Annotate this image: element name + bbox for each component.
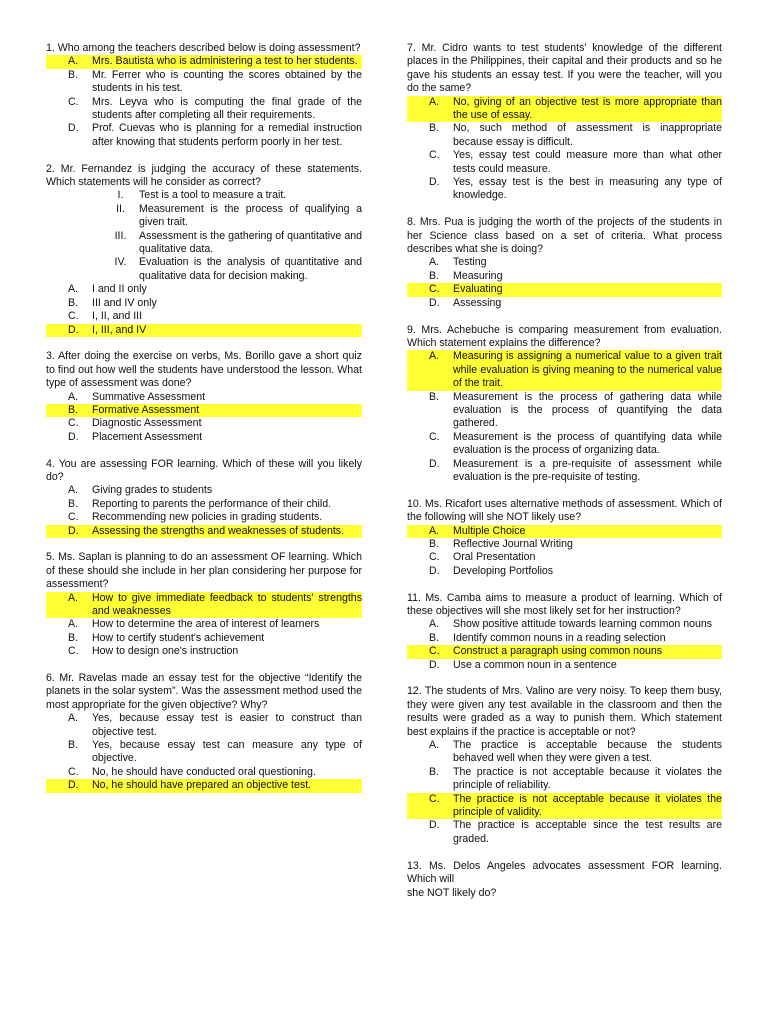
option-letter: D. <box>68 779 79 792</box>
option-letter: C. <box>68 417 79 430</box>
option-text: Prof. Cuevas who is planning for a remedial instruction after knowing that students perform poorly in her test. <box>92 122 362 148</box>
answer-option <box>407 565 722 578</box>
answer-options <box>46 484 362 538</box>
statement-numeral: I. <box>117 189 124 202</box>
option-letter: A. <box>68 283 79 296</box>
left-column <box>46 42 362 806</box>
option-letter: B. <box>68 296 79 309</box>
option-letter: C. <box>68 310 79 323</box>
statement-numeral: IV. <box>114 256 127 269</box>
answer-option <box>46 766 362 779</box>
option-letter: A. <box>68 618 79 631</box>
answer-option <box>46 712 362 739</box>
right-column <box>407 42 722 913</box>
option-text: No, he should have prepared an objective test. <box>92 779 312 792</box>
option-letter: B. <box>429 765 440 778</box>
answer-option <box>46 511 362 524</box>
option-text: I and II only <box>92 283 147 296</box>
answer-option <box>407 122 722 149</box>
option-text: Reflective Journal Writing <box>453 537 573 550</box>
option-text: Oral Presentation <box>453 551 536 564</box>
option-text: Assessing <box>453 296 502 309</box>
answer-option <box>407 431 722 458</box>
question-block <box>407 324 722 485</box>
statement-text: Measurement is the process of qualifying a given trait. <box>139 202 362 229</box>
statement-item <box>46 203 362 230</box>
statement-item <box>46 189 362 202</box>
option-letter: A. <box>429 618 440 631</box>
answer-options <box>407 618 722 672</box>
option-letter: A. <box>68 390 79 403</box>
answer-options <box>46 712 362 792</box>
option-letter: D. <box>429 658 440 671</box>
answer-option-highlighted <box>407 793 722 820</box>
answer-option <box>407 739 722 766</box>
answer-option <box>407 458 722 485</box>
option-letter: C. <box>429 792 440 805</box>
option-letter: C. <box>429 149 440 162</box>
option-text: Formative Assessment <box>92 403 200 416</box>
option-letter: B. <box>429 631 440 644</box>
answer-option <box>407 176 722 203</box>
answer-options <box>407 256 722 310</box>
option-letter: B. <box>429 390 440 403</box>
option-letter: B. <box>68 631 79 644</box>
option-letter: A. <box>68 484 79 497</box>
answer-option <box>407 391 722 431</box>
option-text: How to design one's instruction <box>92 645 239 658</box>
option-letter: C. <box>429 430 440 443</box>
option-text: Show positive attitude towards learning common nouns <box>453 618 713 631</box>
option-letter: A. <box>429 524 440 537</box>
statement-list <box>46 189 362 283</box>
option-text: Summative Assessment <box>92 390 206 403</box>
option-letter: B. <box>429 269 440 282</box>
question-stem: 2. Mr. Fernandez is judging the accuracy of these statements. Which statements will he consider as correct? <box>46 162 362 189</box>
option-text: Measurement is a pre-requisite of assessment while evaluation is the pre-requisite of testing. <box>453 457 722 483</box>
statement-text: Assessment is the gathering of quantitative and qualitative data. <box>139 229 362 256</box>
question-stem: 3. After doing the exercise on verbs, Ms. Borillo gave a short quiz to find out how well the students have understood the lesson. What type of assessment was done? <box>46 350 362 390</box>
option-text: I, II, and III <box>92 310 143 323</box>
question-stem: 6. Mr. Ravelas made an essay test for the objective “Identify the planets in the solar system”. Was the assessment method used the most appropriate for the given objective? Why? <box>46 672 362 711</box>
option-text: Yes, essay test is the best in measuring any type of knowledge. <box>453 176 722 202</box>
answer-option <box>46 96 362 123</box>
answer-option-highlighted <box>46 525 362 538</box>
answer-option <box>46 632 362 645</box>
option-letter: D. <box>429 819 440 832</box>
question-block <box>407 42 722 203</box>
answer-option <box>407 149 722 176</box>
option-text: Assessing the strengths and weaknesses of students. <box>92 524 345 537</box>
option-letter: A. <box>68 55 79 68</box>
option-letter: D. <box>429 457 440 470</box>
option-letter: C. <box>68 645 79 658</box>
answer-option-highlighted <box>407 525 722 538</box>
option-letter: B. <box>68 68 79 81</box>
answer-options <box>46 283 362 337</box>
answer-option-highlighted <box>407 96 722 123</box>
option-text: Yes, because essay test can measure any type of objective. <box>92 739 362 765</box>
answer-option <box>407 551 722 564</box>
question-stem: 5. Ms. Saplan is planning to do an assessment OF learning. Which of these should she include in her plan considering her purpose for assessment? <box>46 551 362 591</box>
statement-text: Evaluation is the analysis of quantitative and qualitative data for decision making. <box>139 256 362 282</box>
answer-option <box>46 297 362 310</box>
option-text: Developing Portfolios <box>453 564 554 577</box>
answer-options <box>46 391 362 445</box>
option-letter: D. <box>429 564 440 577</box>
answer-option <box>407 618 722 631</box>
option-text: Measurement is the process of quantifying data while evaluation is the process of organizing data. <box>453 430 722 457</box>
option-letter: A. <box>429 95 440 108</box>
question-block <box>46 42 362 149</box>
option-text: The practice is not acceptable because it violates the principle of validity. <box>453 792 722 819</box>
option-letter: A. <box>68 712 79 725</box>
answer-option-highlighted <box>46 324 362 337</box>
option-text: Mrs. Bautista who is administering a test to her students. <box>92 55 358 68</box>
option-text: Multiple Choice <box>453 524 526 537</box>
option-text: How to give immediate feedback to students' strengths and weaknesses <box>92 591 362 617</box>
answer-option-highlighted <box>46 404 362 417</box>
answer-option <box>407 256 722 269</box>
option-letter: D. <box>68 524 79 537</box>
answer-options <box>407 739 722 846</box>
answer-option <box>407 297 722 310</box>
question-block <box>407 860 722 900</box>
answer-option <box>407 632 722 645</box>
option-text: Placement Assessment <box>92 430 203 443</box>
option-text: Measurement is the process of gathering data while evaluation is the process of quantifying the data gathered. <box>453 390 722 430</box>
answer-option-highlighted <box>407 283 722 296</box>
question-stem: 4. You are assessing FOR learning. Which of these will you likely do? <box>46 457 362 483</box>
answer-options <box>46 592 362 659</box>
option-letter: D. <box>68 122 79 135</box>
question-stem: 1. Who among the teachers described below is doing assessment? <box>46 42 361 54</box>
option-text: Reporting to parents the performance of their child. <box>92 497 332 510</box>
answer-option <box>407 538 722 551</box>
answer-option <box>407 766 722 793</box>
option-text: No, he should have conducted oral questioning. <box>92 765 316 778</box>
question-stem: 10. Ms. Ricafort uses alternative methods of assessment. Which of the following will she NOT likely use? <box>407 497 722 524</box>
statement-numeral: II. <box>116 202 125 215</box>
option-text: Diagnostic Assessment <box>92 417 202 430</box>
answer-option <box>46 391 362 404</box>
question-block <box>46 458 362 538</box>
option-text: Use a common noun in a sentence <box>453 658 617 671</box>
question-block <box>46 163 362 337</box>
option-letter: D. <box>429 296 440 309</box>
question-stem-continued: she NOT likely do? <box>407 886 497 899</box>
answer-option-highlighted <box>46 55 362 68</box>
option-text: No, giving of an objective test is more appropriate than the use of essay. <box>453 95 722 122</box>
option-letter: B. <box>68 403 79 416</box>
question-stem: 12. The students of Mrs. Valino are very noisy. To keep them busy, they were given any test available in the classroom and then the results were graded as a way to punish them. Which statement best explains if the practice is acceptable or not? <box>407 685 722 738</box>
question-block <box>407 498 722 578</box>
question-block <box>407 216 722 310</box>
answer-options <box>46 55 362 149</box>
option-letter: C. <box>429 645 440 658</box>
answer-option <box>46 484 362 497</box>
answer-option <box>46 69 362 96</box>
answer-option <box>407 819 722 846</box>
statement-item <box>46 256 362 283</box>
option-text: Mr. Ferrer who is counting the scores obtained by the students in his test. <box>92 68 362 95</box>
question-stem: 8. Mrs. Pua is judging the worth of the projects of the students in her Science class based on a set of criteria. What process describes what she is doing? <box>407 216 722 256</box>
option-text: Giving grades to students <box>92 484 213 497</box>
answer-option <box>407 659 722 672</box>
question-stem: 7. Mr. Cidro wants to test students' knowledge of the different places in the Philippines, their capital and their products and so he gave his students an essay test. If you were the teacher, will you do the same? <box>407 42 722 95</box>
answer-option <box>46 417 362 430</box>
option-letter: D. <box>68 430 79 443</box>
option-text: Recommending new policies in grading students. <box>92 511 323 524</box>
answer-option-highlighted <box>407 645 722 658</box>
answer-option <box>46 283 362 296</box>
question-stem: 9. Mrs. Achebuche is comparing measurement from evaluation. Which statement explains the difference? <box>407 323 722 349</box>
option-text: Measuring is assigning a numerical value to a given trait while evaluation is giving meaning to the numerical value of the trait. <box>453 350 722 390</box>
answer-option <box>46 739 362 766</box>
answer-option-highlighted <box>46 592 362 619</box>
answer-option-highlighted <box>46 779 362 792</box>
option-letter: B. <box>68 497 79 510</box>
answer-option <box>46 122 362 149</box>
answer-option <box>46 498 362 511</box>
option-text: Yes, because essay test is easier to construct than objective test. <box>92 712 362 738</box>
option-text: Construct a paragraph using common nouns <box>453 645 663 658</box>
answer-option <box>46 618 362 631</box>
statement-item <box>46 230 362 257</box>
option-text: Testing <box>453 256 487 269</box>
answer-option-highlighted <box>407 350 722 390</box>
question-block <box>407 685 722 846</box>
question-block <box>407 592 722 672</box>
answer-options <box>407 350 722 484</box>
answer-options <box>407 96 722 203</box>
option-text: Yes, essay test could measure more than what other tests could measure. <box>453 149 722 175</box>
option-letter: C. <box>68 95 79 108</box>
statement-text: Test is a tool to measure a trait. <box>139 189 287 202</box>
option-text: III and IV only <box>92 296 157 309</box>
option-text: Measuring <box>453 269 503 282</box>
option-letter: A. <box>429 350 440 363</box>
option-letter: D. <box>429 176 440 189</box>
option-letter: C. <box>429 283 440 296</box>
option-text: The practice is acceptable since the test results are graded. <box>453 819 722 845</box>
question-stem: 13. Ms. Delos Angeles advocates assessment FOR learning. Which will <box>407 859 722 886</box>
option-letter: B. <box>429 537 440 550</box>
option-text: The practice is not acceptable because it violates the principle of reliability. <box>453 765 722 792</box>
option-letter: C. <box>429 551 440 564</box>
question-stem: 11. Ms. Camba aims to measure a product of learning. Which of these objectives will she most likely set for her instruction? <box>407 591 722 617</box>
question-block <box>46 350 362 444</box>
option-letter: C. <box>68 765 79 778</box>
answer-option <box>46 645 362 658</box>
option-letter: A. <box>429 739 440 752</box>
option-letter: C. <box>68 511 79 524</box>
option-letter: A. <box>68 591 79 604</box>
answer-option <box>46 310 362 323</box>
option-text: Mrs. Leyva who is computing the final grade of the students after completing all their requirements. <box>92 95 362 122</box>
option-text: How to certify student's achievement <box>92 631 265 644</box>
option-letter: B. <box>68 739 79 752</box>
option-text: Evaluating <box>453 283 503 296</box>
option-text: No, such method of assessment is inappropriate because essay is difficult. <box>453 122 722 148</box>
option-letter: B. <box>429 122 440 135</box>
option-text: How to determine the area of interest of learners <box>92 618 320 631</box>
answer-options <box>407 525 722 579</box>
statement-numeral: III. <box>114 229 127 242</box>
option-letter: D. <box>68 323 79 336</box>
option-text: Identify common nouns in a reading selection <box>453 631 666 644</box>
answer-option <box>407 270 722 283</box>
option-text: The practice is acceptable because the students behaved well when they were given a test. <box>453 739 722 765</box>
question-block <box>46 551 362 658</box>
question-block <box>46 672 362 793</box>
option-letter: A. <box>429 256 440 269</box>
option-text: I, III, and IV <box>92 323 147 336</box>
answer-option <box>46 431 362 444</box>
